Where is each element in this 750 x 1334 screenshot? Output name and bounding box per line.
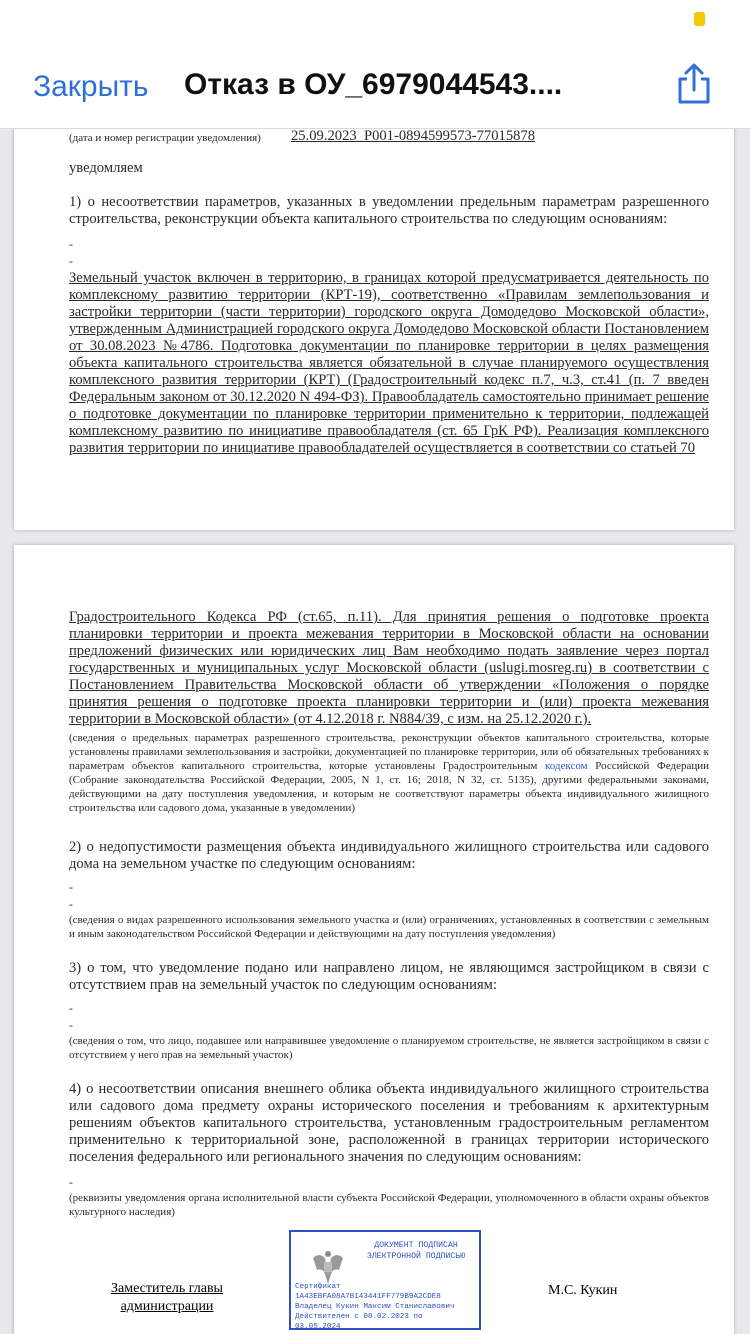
item-2-text: 2) о недопустимости размещения объекта индивидуального жилищного строительства или садового дома на земельном участке по следующим основаниям: <box>69 839 709 872</box>
document-viewer[interactable] <box>0 129 750 1334</box>
share-button[interactable] <box>672 62 716 106</box>
battery-indicator-icon <box>694 12 705 26</box>
item-3-dash: - <box>69 1001 73 1015</box>
note-1-part-a: (сведения о предельных параметрах разрешенного строительства, реконструкции объектов капитального строительства, которые установлены правилами землепользования и застройки, документацией по планировке территории, или об обязательных требованиях к параметрам объектов капитального строительства, которые установлены Градостроительным <box>69 732 709 772</box>
page-2-content <box>69 609 709 1219</box>
note-3: (сведения о том, что лицо, подавшее или направившее уведомление о планируемом строительстве, не является застройщиком в связи с отсутствием у него прав на земельный участок) <box>69 1035 709 1061</box>
note-1-part-b: Российской Федерации (Собрание законодательства Российской Федерации, 2005, N 1, ст. 16; 2018, N 32, ст. 5135), другими федеральными законами, действующими на дату поступления уведомления, и которым не соответствуют параметры объекта индивидуального жилищного строительства или садового дома, указанные в уведомлении) <box>69 760 709 814</box>
stamp-details <box>295 1282 477 1332</box>
close-button[interactable]: Закрыть <box>33 70 149 103</box>
item-1-dash: - <box>69 254 73 268</box>
certificate-valid-to: 03.05.2024 <box>295 1323 341 1331</box>
certificate-owner: Владелец Кукин Максим Станиславович <box>295 1303 455 1311</box>
item-4-text: 4) о несоответствии описания внешнего облика объекта индивидуального жилищного строительства или садового дома предмету охраны исторического поселения и требованиям к архитектурным решениям объектов капитального строительства, установленным градостроительным регламентом применительно к территориальной зоне, расположенной в границах территории исторического поселения федерального или регионального значения по следующим основаниям: <box>69 1081 709 1165</box>
document-page-2 <box>14 545 734 1334</box>
item-1-text: 1) о несоответствии параметров, указанных в уведомлении предельным параметрам разрешенного строительства, реконструкции объекта капитального строительства по следующим основаниям: <box>69 194 709 227</box>
item-2-dash: - <box>69 880 73 894</box>
code-link[interactable]: кодексом <box>544 760 588 772</box>
certificate-value: 1A43EBFA08A7B143441FF779B9A2CDE8 <box>295 1293 441 1301</box>
note-1 <box>69 731 709 815</box>
item-3-dash: - <box>69 1018 73 1032</box>
certificate-valid-from: Действителен с 08.02.2023 по <box>295 1313 423 1321</box>
item-3-text: 3) о том, что уведомление подано или направлено лицом, не являющимся застройщиком в связи с отсутствием прав на земельный участок по следующим основаниям: <box>69 960 709 993</box>
electronic-signature-stamp <box>289 1230 481 1330</box>
note-4: (реквизиты уведомления органа исполнительной власти субъекта Российской Федерации, уполномоченного в области охраны объектов культурного наследия) <box>69 1192 709 1218</box>
registration-line <box>69 129 709 147</box>
registration-label: (дата и номер регистрации уведомления) <box>69 132 261 144</box>
registration-value: 25.09.2023_Р001-0894599573-77015878 <box>291 129 536 144</box>
item-2-dash: - <box>69 897 73 911</box>
signer-name: М.С. Кукин <box>548 1283 618 1298</box>
note-2: (сведения о видах разрешенного использования земельного участка и (или) ограничениях, установленных в соответствии с земельным и иным законодательством Российской Федерации и действующими на дату поступления уведомления) <box>69 914 709 940</box>
document-title: Отказ в ОУ_6979044543.... <box>184 68 563 101</box>
reason-text: Земельный участок включен в территорию, в границах которой предусматривается деятельность по комплексному развитию территории (КРТ-19), соответственно «Правилам землепользования и застройки территории (части территории) городского округа Домодедово Московской области», утвержденным Администрацией городского округа Домодедово Московской области Постановлением от 30.08.2023 №4786. Подготовка документации по планировке территории в целях размещения объекта капитального строительства является обязательной в случае планируемого осуществления комплексного развития территории (КРТ) (Градостроительный кодекс п.7, ч.3, ст.41 (п. 7 введен Федеральным законом от 30.12.2020 N 494-ФЗ). Правообладатель самостоятельно принимает решение о подготовке документации по планировке территории применительно к территории, подлежащей комплексному развитию по инициативе правообладателя (ст. 65 ГрК РФ). Реализация комплексного развития территории по инициативе правообладателей осуществляется в соответствии со статьей 70 <box>69 270 709 456</box>
stamp-heading: ДОКУМЕНТ ПОДПИСАН ЭЛЕКТРОННОЙ ПОДПИСЬЮ <box>366 1241 466 1261</box>
navigation-bar <box>0 40 750 129</box>
page-1-content <box>69 129 709 457</box>
signer-position: Заместитель главы администрации <box>111 1281 223 1314</box>
item-4-dash: - <box>69 1175 73 1189</box>
reason-continued-text: Градостроительного Кодекса РФ (ст.65, п.11). Для принятия решения о подготовке проекта планировки территории и проекта межевания территории в Московской области на основании предложений физических или юридических лиц Вам необходимо подать заявление через портал государственных и муниципальных услуг Московской области (uslugi.mosreg.ru) в соответствии с Постановлением Правительства Московской области об утверждении «Положения о порядке принятия решения о подготовке проекта планировки территории и (или) проекта межевания территории в Московской области» (от 4.12.2018 г. N884/39, с изм. на 25.12.2020 г.). <box>69 609 709 727</box>
item-1-dash: - <box>69 237 73 251</box>
certificate-label: Сертификат <box>295 1283 341 1291</box>
status-bar <box>0 0 750 40</box>
notify-heading: уведомляем <box>69 160 143 176</box>
share-icon <box>672 62 716 106</box>
document-page-1 <box>14 129 734 530</box>
